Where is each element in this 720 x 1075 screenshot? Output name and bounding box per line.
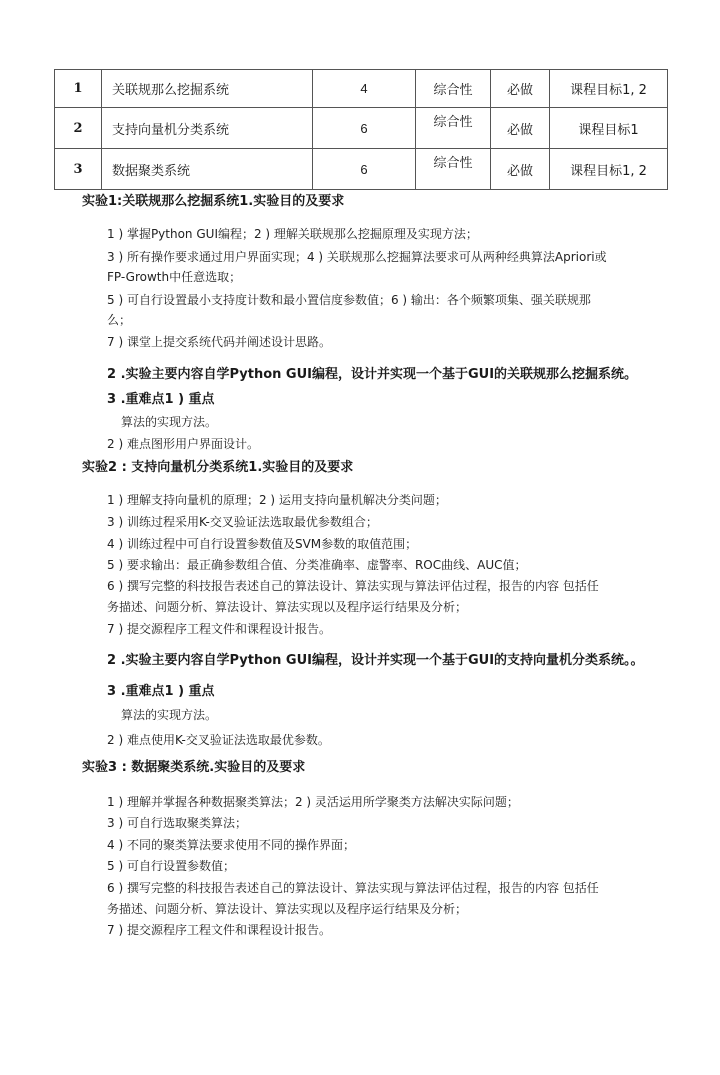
exp1-key-points: 3 .重难点1 ) 重点 <box>107 392 215 407</box>
exp2-difficulty: 2 ) 难点使用K-交叉验证法选取最优参数。 <box>107 733 330 747</box>
exp1-key-detail: 算法的实现方法。 <box>121 415 218 429</box>
exp3-item: 1 ) 理解并掌握各种数据聚类算法；2 ) 灵活运用所学聚类方法解决实际问题； <box>107 795 519 809</box>
exp1-item: 7 ) 课堂上提交系统代码并阐述设计思路。 <box>107 335 331 349</box>
exp2-key-points: 3 .重难点1 ) 重点 <box>107 684 215 699</box>
exp2-item: 务描述、问题分析、算法设计、算法实现以及程序运行结果及分析； <box>107 600 468 614</box>
row-number: 2 <box>55 108 102 149</box>
exp1-heading: 实验1:关联规那么挖掘系统1.实验目的及要求 <box>82 194 345 209</box>
row-number: 1 <box>55 70 102 108</box>
exp2-content: 2 .实验主要内容自学Python GUI编程，设计并实现一个基于GUI的支持向量机分类系统。。 <box>107 653 644 668</box>
exp3-item: 务描述、问题分析、算法设计、算法实现以及程序运行结果及分析； <box>107 902 468 916</box>
experiment-name: 数据聚类系统 <box>102 149 313 190</box>
exp2-key-detail: 算法的实现方法。 <box>121 708 218 722</box>
experiment-hours: 6 <box>313 149 416 190</box>
experiment-name: 关联规那么挖掘系统 <box>102 70 313 108</box>
exp1-item: 5 ) 可自行设置最小支持度计数和最小置信度参数值；6 ) 输出：各个频繁项集、强关联规那 <box>107 293 591 307</box>
exp3-item: 6 ) 撰写完整的科技报告表述自己的算法设计、算法实现与算法评估过程，报告的内容 包括任 <box>107 881 599 895</box>
exp2-item: 1 ) 理解支持向量机的原理；2 ) 运用支持向量机解决分类问题； <box>107 493 447 507</box>
exp1-difficulty: 2 ) 难点图形用户界面设计。 <box>107 437 259 451</box>
exp1-item: 么； <box>107 313 132 327</box>
exp2-item: 4 ) 训练过程中可自行设置参数值及SVM参数的取值范围； <box>107 537 418 551</box>
experiment-required: 必做 <box>491 70 550 108</box>
experiment-hours: 4 <box>313 70 416 108</box>
experiment-goal: 课程目标1, 2 <box>550 149 668 190</box>
experiment-goal: 课程目标1 <box>550 108 668 149</box>
exp3-item: 3 ) 可自行选取聚类算法； <box>107 816 247 830</box>
experiment-name: 支持向量机分类系统 <box>102 108 313 149</box>
exp1-content: 2 .实验主要内容自学Python GUI编程，设计并实现一个基于GUI的关联规那么挖掘系统。 <box>107 367 638 382</box>
exp2-item: 7 ) 提交源程序工程文件和课程设计报告。 <box>107 622 331 636</box>
table-row <box>55 108 668 149</box>
experiment-goal: 课程目标1, 2 <box>550 70 668 108</box>
exp3-item: 7 ) 提交源程序工程文件和课程设计报告。 <box>107 923 331 937</box>
experiment-type: 综合性 <box>416 70 491 108</box>
exp3-item: 4 ) 不同的聚类算法要求使用不同的操作界面； <box>107 838 355 852</box>
exp2-item: 3 ) 训练过程采用K-交叉验证法选取最优参数组合； <box>107 515 378 529</box>
experiment-hours: 6 <box>313 108 416 149</box>
exp2-item: 6 ) 撰写完整的科技报告表述自己的算法设计、算法实现与算法评估过程，报告的内容 包括任 <box>107 579 599 593</box>
experiment-type: 综合性 <box>416 149 491 190</box>
experiment-required: 必做 <box>491 149 550 190</box>
experiment-type: 综合性 <box>416 108 491 149</box>
exp2-item: 5 ) 要求输出：最正确参数组合值、分类准确率、虚警率、ROC曲线、AUC值； <box>107 558 527 572</box>
experiment-required: 必做 <box>491 108 550 149</box>
exp1-item: 3 ) 所有操作要求通过用户界面实现；4 ) 关联规那么挖掘算法要求可从两种经典算法Apriori或 <box>107 250 607 264</box>
experiment-table <box>54 69 668 190</box>
exp1-item: FP-Growth中任意选取； <box>107 270 242 284</box>
exp3-heading: 实验3 : 数据聚类系统.实验目的及要求 <box>82 760 306 775</box>
exp1-item: 1 ) 掌握Python GUI编程；2 ) 理解关联规那么挖掘原理及实现方法； <box>107 227 478 241</box>
row-number: 3 <box>55 149 102 190</box>
table-row <box>55 70 668 108</box>
exp3-item: 5 ) 可自行设置参数值； <box>107 859 235 873</box>
exp2-heading: 实验2 : 支持向量机分类系统1.实验目的及要求 <box>82 460 354 475</box>
table-row <box>55 149 668 190</box>
